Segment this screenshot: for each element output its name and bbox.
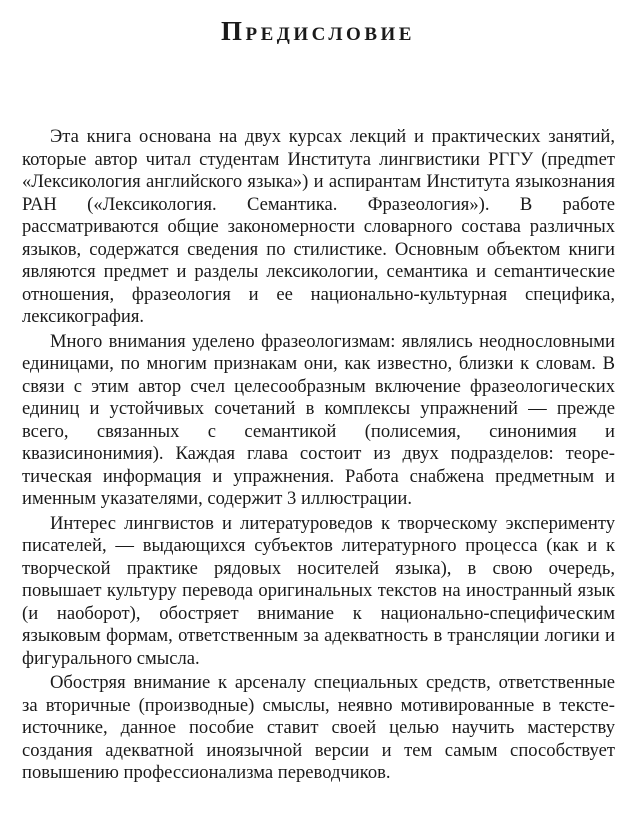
paragraph-4: Обостряя внимание к арсеналу специальных средств, ответственные за вторичные (производные) смыслы, неявно мотивированные в тексте-источнике, данное пособие ставит своей целью научить мастерству создания адекватной иноязычной версии и тем самым способствует повышению профессионализма переводчиков. bbox=[22, 672, 615, 783]
preface-body bbox=[22, 126, 615, 787]
paragraph-2: Много внимания уделено фразеологизмам: являлись неоднословными единицами, по многим признакам они, как известно, близки к словам. В связи с этим автор счел целесообразным включение фразеологических единиц и устойчивых сочетаний в комплексы упражнений — прежде всего, связанных с семантикой (полисемия, синонимия и квазисинонимия). Каждая глава состоит из двух подразделов: теоретическая информация и упражнения. Работа снабжена предметным и именным указателями, содержит 3 иллюстрации. bbox=[22, 330, 615, 509]
page-title: Предисловие bbox=[221, 16, 415, 46]
paragraph-1: Эта книга основана на двух курсах лекций и практических занятий, которые автор читал студентам Института лингвистики РГГУ (предmет «Лексикология английского языка») и аспирантам Института языкознания РАН («Лексикология. Семантика. Фразеология»). В работе рассматриваются общие закономерности словарного состава различных языков, содержатся сведения по стилистике. Основным объектом книги являются предмет и разделы лексикологии, семантика и сеmантические отношения, фразеология и ее национально-культурная специфика, лексикография. bbox=[22, 126, 615, 327]
paragraph-3: Интерес лингвистов и литературоведов к творческому эксперименту писателей, — выдающихся субъектов литературного процесса (как и к творческой практике рядовых носителей языка), в свою очередь, повышает культуру перевода оригинальных текстов на иностранный язык (и наоборот), обостряет внимание к национально-специфическим языковым формам, ответственным за адекватность в трансляции логики и фигурального смысла. bbox=[22, 512, 615, 669]
